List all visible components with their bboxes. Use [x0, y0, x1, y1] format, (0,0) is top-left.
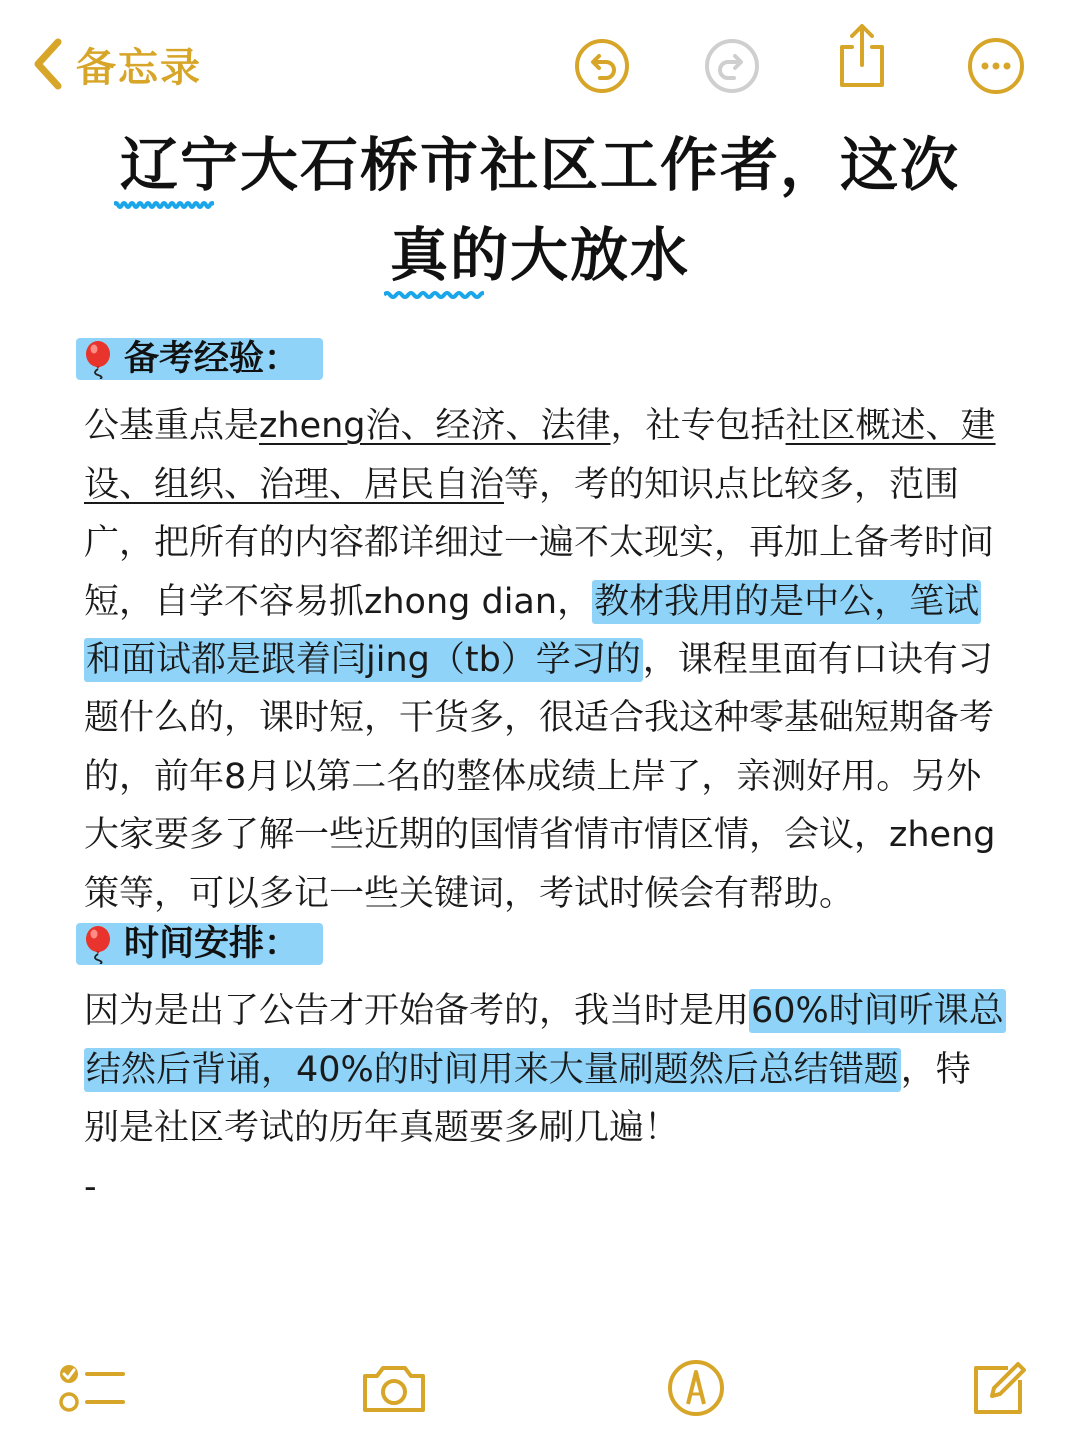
highlighted-text: 教材我用的是中公，笔试和面试都是跟着闫jing（tb）学习的 [86, 581, 980, 681]
balloon-icon [82, 339, 116, 379]
camera-icon [359, 1360, 429, 1420]
checklist-icon [57, 1360, 127, 1420]
paragraph-schedule [84, 982, 1004, 1157]
more-button[interactable] [966, 36, 1026, 96]
note-body[interactable] [84, 338, 1004, 1216]
share-button[interactable] [832, 26, 892, 86]
back-button[interactable] [30, 34, 202, 94]
redo-icon [704, 38, 760, 94]
camera-button[interactable] [358, 1354, 430, 1426]
markup-icon [666, 1358, 726, 1422]
back-label: 备忘录 [76, 44, 202, 91]
note-title [60, 128, 1020, 308]
undo-icon [574, 38, 630, 94]
underlined-text: zheng治、经济、法律 [259, 406, 611, 447]
section-heading-experience-label: 备考经验： [124, 338, 300, 379]
compose-button[interactable] [962, 1354, 1034, 1426]
title-line-1-text: 辽宁大石桥市社区工作者，这次 [119, 131, 960, 199]
text-run: ，社专包括 [610, 406, 786, 447]
redo-button[interactable] [702, 36, 762, 96]
underlined-text: 社区概述、建设、组织、治理、居民自治 [84, 406, 996, 505]
balloon-icon [82, 924, 116, 964]
section-heading-experience [84, 338, 1004, 397]
undo-button[interactable] [572, 36, 632, 96]
text-run: ，特别是社区考试的历年真题要多刷几遍！ [84, 1049, 971, 1149]
title-line-2 [390, 218, 690, 292]
bottom-toolbar [0, 1350, 1080, 1430]
title-line-1 [120, 128, 960, 202]
title-underline-2 [384, 288, 484, 302]
markup-button[interactable] [660, 1354, 732, 1426]
section-heading-schedule-label: 时间安排： [124, 923, 300, 964]
top-toolbar [0, 0, 1080, 120]
text-run: 公基重点是 [84, 406, 260, 447]
share-icon [832, 21, 892, 91]
compose-icon [968, 1358, 1028, 1422]
section-heading-schedule [84, 923, 1004, 982]
highlighted-text: 60%时间听课总结然后背诵，40%的时间用来大量刷题然后总结错题 [86, 991, 1004, 1090]
title-underline-1 [114, 198, 214, 212]
text-run: 因为是出了公告才开始备考的，我当时是用 [84, 991, 750, 1032]
chevron-left-icon [30, 36, 64, 92]
trailing-dash: - [84, 1166, 97, 1207]
more-icon [967, 37, 1025, 95]
text-run: ，课程里面有口诀有习题什么的，课时短，干货多，很适合我这种零基础短期备考的，前年8月以第二名的整体成绩上岸了，亲测好用。另外大家要多了解一些近期的国情省情市情区情，会议，zheng策等，可以多记一些关键词，考试时候会有帮助。 [84, 640, 996, 914]
title-line-2-text: 真的大放水 [389, 221, 690, 289]
paragraph-experience [84, 397, 1004, 923]
section-heading-schedule-box [76, 923, 323, 965]
section-heading-experience-box [76, 338, 323, 380]
text-run: 等，考的知识点比较多，范围广，把所有的内容都详细过一遍不太现实，再加上备考时间短，自学不容易抓zhong dian， [84, 464, 995, 622]
checklist-button[interactable] [56, 1354, 128, 1426]
